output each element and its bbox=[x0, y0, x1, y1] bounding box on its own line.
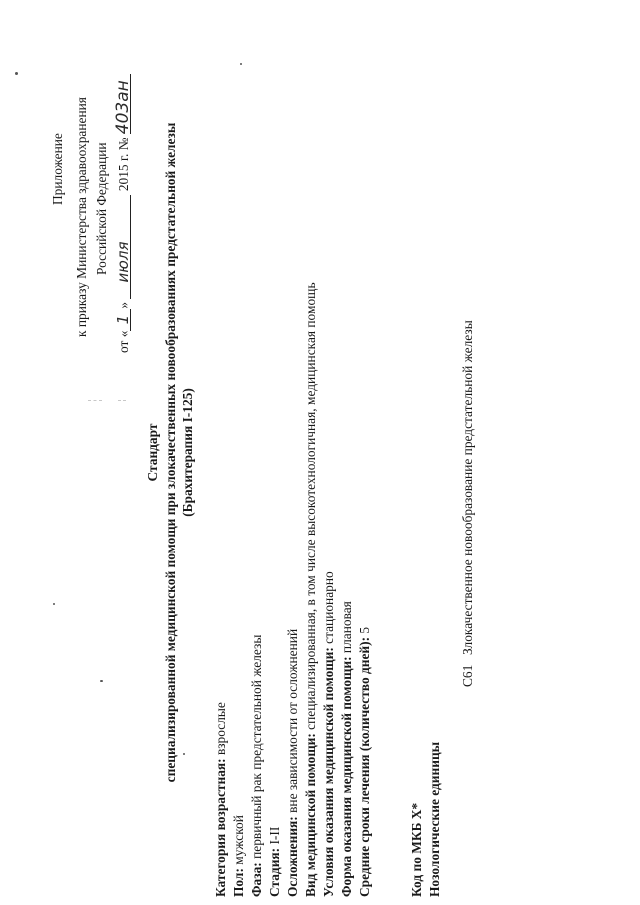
order-number-handwritten: 403ан bbox=[113, 80, 133, 135]
field-care-conditions bbox=[321, 571, 336, 897]
icd-description: Злокачественное новообразование предстательной железы bbox=[460, 320, 475, 655]
field-value: мужской bbox=[231, 815, 246, 869]
standard-heading: Стандарт bbox=[145, 423, 160, 482]
field-stage bbox=[267, 827, 282, 897]
appendix-order-line: к приказу Министерства здравоохранения bbox=[74, 97, 89, 337]
field-age-category bbox=[213, 702, 228, 897]
date-mid: » bbox=[116, 301, 131, 309]
appendix-title: Приложение bbox=[50, 133, 65, 205]
standard-variant: (Брахитерапия I-125) bbox=[180, 388, 195, 517]
standard-subtitle: специализированной медицинской помощи при злокачественных новообразованиях предстательной железы bbox=[163, 122, 178, 783]
field-value: первичный рак предстательной железы bbox=[249, 634, 264, 863]
field-care-type bbox=[303, 282, 318, 897]
field-label: Вид медицинской помощи: bbox=[303, 733, 318, 897]
scan-mark bbox=[118, 400, 126, 401]
field-sex bbox=[231, 815, 246, 897]
field-complications bbox=[285, 629, 300, 897]
field-value: I-II bbox=[267, 826, 282, 848]
date-year-text: 2015 г. № bbox=[116, 137, 131, 192]
date-day-field bbox=[116, 309, 131, 331]
field-value: 5 bbox=[357, 626, 372, 637]
scan-speck bbox=[100, 680, 103, 682]
order-number-field bbox=[113, 74, 133, 135]
field-label: Пол: bbox=[231, 868, 246, 897]
field-value: вне зависимости от осложнений bbox=[285, 628, 300, 817]
field-label: Форма оказания медицинской помощи: bbox=[339, 656, 354, 897]
date-month-field bbox=[116, 195, 131, 299]
date-prefix: от « bbox=[116, 330, 131, 353]
field-label: Условия оказания медицинской помощи: bbox=[321, 647, 336, 897]
field-label: Стадия: bbox=[267, 847, 282, 897]
icd-code-label: Код по МКБ X* bbox=[409, 802, 424, 897]
field-treatment-duration bbox=[357, 627, 372, 897]
field-label: Фаза: bbox=[249, 862, 264, 897]
scan-speck bbox=[53, 603, 55, 605]
scan-speck bbox=[240, 63, 242, 65]
field-value: плановая bbox=[339, 601, 354, 657]
scan-speck bbox=[183, 753, 185, 755]
appendix-date-line bbox=[113, 74, 133, 353]
nosology-label: Нозологические единицы bbox=[427, 741, 442, 897]
scan-speck bbox=[15, 72, 18, 75]
date-month-handwritten: июля bbox=[114, 241, 132, 283]
field-label: Категория возрастная: bbox=[213, 758, 228, 897]
field-phase bbox=[249, 635, 264, 897]
scan-mark bbox=[88, 400, 102, 401]
field-value: стационарно bbox=[321, 571, 336, 648]
date-day-handwritten: 1 bbox=[114, 314, 132, 325]
field-value: взрослые bbox=[213, 702, 228, 759]
appendix-federation-line: Российской Федерации bbox=[94, 142, 109, 275]
field-label: Средние сроки лечения (количество дней): bbox=[357, 636, 372, 897]
field-care-form bbox=[339, 601, 354, 897]
field-label: Осложнения: bbox=[285, 816, 300, 897]
icd-code: C61 bbox=[460, 664, 475, 687]
field-value: специализированная, в том числе высокотехнологичная, медицинская помощь bbox=[303, 282, 318, 734]
